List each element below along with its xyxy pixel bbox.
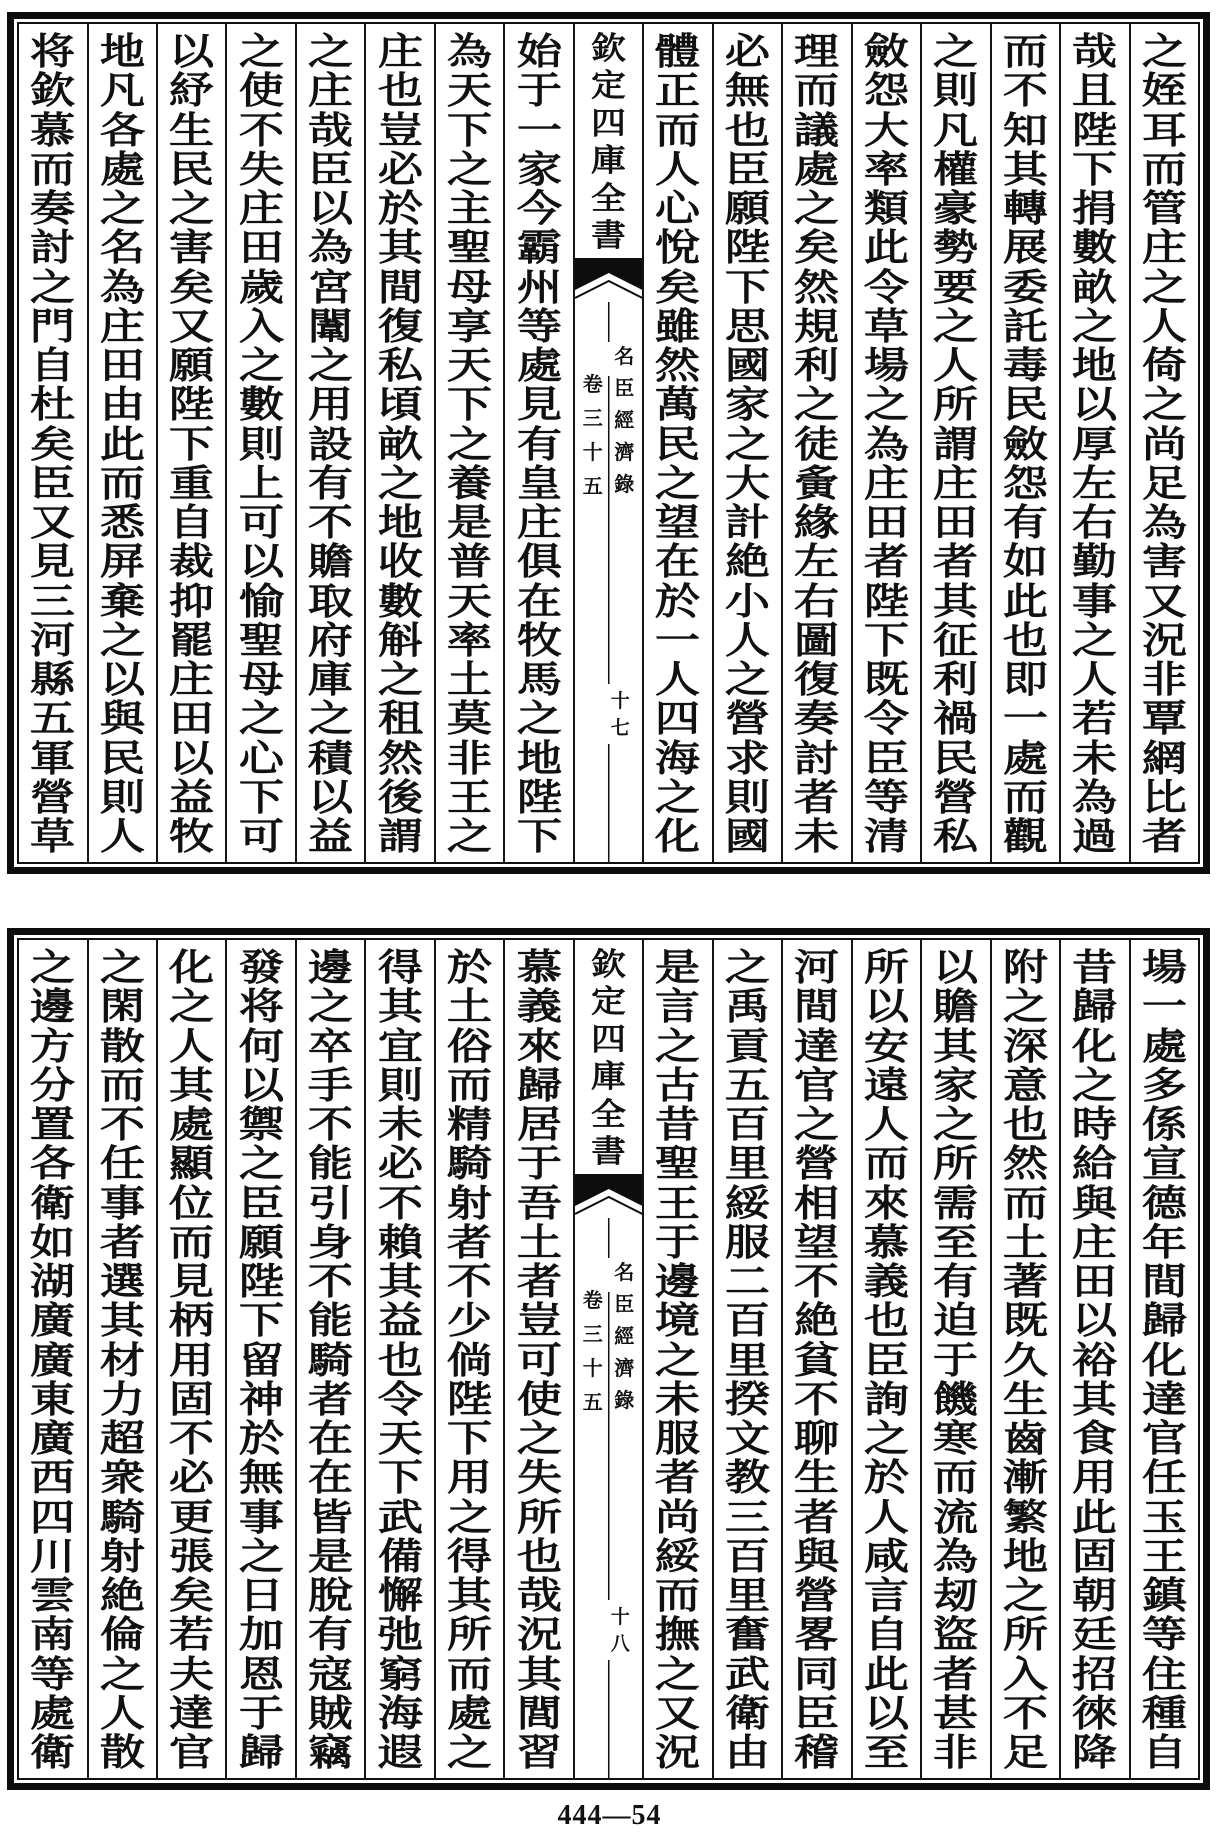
- column-text: 之 姪 耳 而 管 庄 之 人 倚 之 尚 足 為 害 又 況 非 覃 網 比 者: [1141, 29, 1187, 858]
- column-text: 為 天 下 之 主 聖 母 享 天 下 之 養 是 普 天 率 土 莫 非 王 之: [447, 29, 493, 858]
- column-text: 邊 之 卒 手 不 能 引 身 不 能 騎 者 在 在 皆 是 脫 有 寇 賊 竊: [308, 945, 354, 1774]
- text-column: [1059, 940, 1128, 1778]
- folio-number: 十 八: [610, 1606, 630, 1655]
- column-text: 所 以 安 遠 人 而 來 慕 義 也 臣 詢 之 於 人 咸 言 自 此 以 至: [863, 945, 909, 1774]
- column-text: 之 使 不 失 庄 田 歲 入 之 數 則 上 可 以 愉 聖 母 之 心 下 可: [238, 29, 284, 858]
- column-text: 於 土 俗 而 精 騎 射 者 不 少 倘 陛 下 用 之 得 其 所 而 處 之: [447, 945, 493, 1774]
- text-column: [990, 940, 1059, 1778]
- center-margin: [573, 24, 642, 862]
- text-column: [87, 940, 156, 1778]
- column-text: 體 正 而 人 心 悅 矣 雖 然 萬 民 之 望 在 於 一 人 四 海 之 化: [655, 29, 701, 858]
- center-margin: [573, 940, 642, 1778]
- column-text: 地 凡 各 處 之 名 為 庄 田 由 此 而 悉 屏 棄 之 以 與 民 則 人: [99, 29, 145, 858]
- column-text: 昔 歸 化 之 時 給 與 庄 田 以 裕 其 食 用 此 固 朝 廷 招 徠 降: [1072, 945, 1118, 1774]
- text-column: [87, 24, 156, 862]
- column-text: 始 于 一 家 今 霸 州 等 處 見 有 皇 庄 俱 在 牧 馬 之 地 陛 下: [516, 29, 562, 858]
- column-text: 之 則 凡 權 豪 勢 要 之 人 所 謂 庄 田 者 其 征 利 禍 民 營 私: [933, 29, 979, 858]
- text-column: [364, 24, 433, 862]
- volume-label: 卷 三 十 五: [582, 372, 603, 498]
- volume-label: 卷 三 十 五: [582, 1288, 603, 1414]
- column-text: 慕 義 來 歸 居 于 吾 土 者 豈 可 使 之 失 所 也 哉 況 其 閭 習: [516, 945, 562, 1774]
- upper-folio-frame: [7, 12, 1210, 874]
- column-text: 必 無 也 臣 願 陛 下 思 國 家 之 大 計 絶 小 人 之 營 求 則 國: [724, 29, 771, 858]
- column-text: 将 欽 慕 而 奏 討 之 門 自 杜 矣 臣 又 見 三 河 縣 五 軍 營 草: [30, 29, 76, 858]
- text-column: [295, 940, 364, 1778]
- column-text: 以 紓 生 民 之 害 矣 又 願 陛 下 重 自 裁 抑 罷 庄 田 以 益 牧: [169, 29, 215, 858]
- text-column: [503, 940, 572, 1778]
- text-column: [642, 940, 711, 1778]
- column-text: 得 其 宜 則 未 必 不 賴 其 益 也 令 天 下 武 備 懈 弛 窮 海 遐: [377, 945, 423, 1774]
- book-title: 名 臣 經 濟 錄: [614, 1260, 635, 1412]
- column-text: 以 贍 其 家 之 所 需 至 有 迫 于 饑 寒 而 流 為 刼 盜 者 甚 非: [933, 945, 979, 1774]
- text-column: [990, 24, 1059, 862]
- text-column: [642, 24, 711, 862]
- column-text: 附 之 深 意 也 然 而 土 著 既 久 生 齒 漸 繁 地 之 所 入 不 足: [1002, 945, 1048, 1774]
- lower-folio-grid: [17, 938, 1200, 1780]
- text-column: [920, 24, 989, 862]
- book-title: 名 臣 經 濟 錄: [614, 344, 635, 496]
- text-column: [434, 24, 503, 862]
- text-column: [920, 940, 989, 1778]
- column-text: 斂 怨 大 率 類 此 令 草 場 之 為 庄 田 者 陛 下 既 令 臣 等 清: [863, 29, 909, 858]
- text-column: [851, 24, 920, 862]
- text-column: [503, 24, 572, 862]
- text-column: [781, 24, 850, 862]
- text-column: [295, 24, 364, 862]
- page-number: 444—54: [557, 1800, 662, 1831]
- text-column: [225, 24, 294, 862]
- text-column: [19, 940, 86, 1778]
- folio-number: 十 七: [610, 690, 630, 739]
- column-text: 發 将 何 以 禦 之 臣 願 陛 下 留 神 於 無 事 之 日 加 恩 于 歸: [238, 945, 284, 1774]
- upper-folio-grid: [17, 22, 1200, 864]
- column-text: 是 言 之 古 昔 聖 王 于 邊 境 之 未 服 者 尚 綏 而 撫 之 又 況: [655, 945, 701, 1774]
- text-column: [434, 940, 503, 1778]
- column-text: 庄 也 豈 必 於 其 間 復 私 頃 畝 之 地 收 數 斛 之 租 然 後 謂: [377, 29, 423, 858]
- column-text: 場 一 處 多 係 宣 德 年 間 歸 化 達 官 任 玉 王 鎮 等 住 種 自: [1141, 945, 1187, 1774]
- text-column: [1129, 24, 1198, 862]
- column-text: 而 不 知 其 轉 展 委 託 毒 民 斂 怨 有 如 此 也 即 一 處 而 觀: [1002, 29, 1048, 858]
- series-title: 欽 定 四 庫 全 書: [591, 947, 626, 1170]
- text-column: [1059, 24, 1128, 862]
- column-text: 理 而 議 處 之 矣 然 規 利 之 徒 夤 緣 左 右 圖 復 奏 討 者 未: [794, 29, 840, 858]
- column-text: 之 庄 哉 臣 以 為 宮 闈 之 用 設 有 不 贍 取 府 庫 之 積 以 益: [308, 29, 354, 858]
- lower-folio-frame: [7, 928, 1210, 1790]
- text-column: [225, 940, 294, 1778]
- text-column: [1129, 940, 1198, 1778]
- text-column: [156, 24, 225, 862]
- text-column: [712, 24, 781, 862]
- column-text: 河 間 達 官 之 營 相 望 不 絶 貧 不 聊 生 者 與 營 畧 同 臣 稽: [794, 945, 840, 1774]
- text-column: [156, 940, 225, 1778]
- column-text: 之 閑 散 而 不 任 事 者 選 其 材 力 超 衆 騎 射 絶 倫 之 人 散: [99, 945, 145, 1774]
- column-text: 哉 且 陛 下 捐 數 畝 之 地 以 厚 左 右 勤 事 之 人 若 未 為 過: [1072, 29, 1118, 858]
- text-column: [19, 24, 86, 862]
- text-column: [712, 940, 781, 1778]
- text-column: [781, 940, 850, 1778]
- column-text: 化 之 人 其 處 顯 位 而 見 柄 用 固 不 必 更 張 矣 若 夫 達 官: [169, 945, 215, 1774]
- column-text: 之 邊 方 分 置 各 衛 如 湖 廣 廣 東 廣 西 四 川 雲 南 等 處 衛: [30, 945, 76, 1774]
- text-column: [364, 940, 433, 1778]
- series-title: 欽 定 四 庫 全 書: [591, 31, 626, 254]
- text-column: [851, 940, 920, 1778]
- column-text: 之 禹 貢 五 百 里 綏 服 二 百 里 揆 文 教 三 百 里 奮 武 衛 由: [724, 945, 771, 1774]
